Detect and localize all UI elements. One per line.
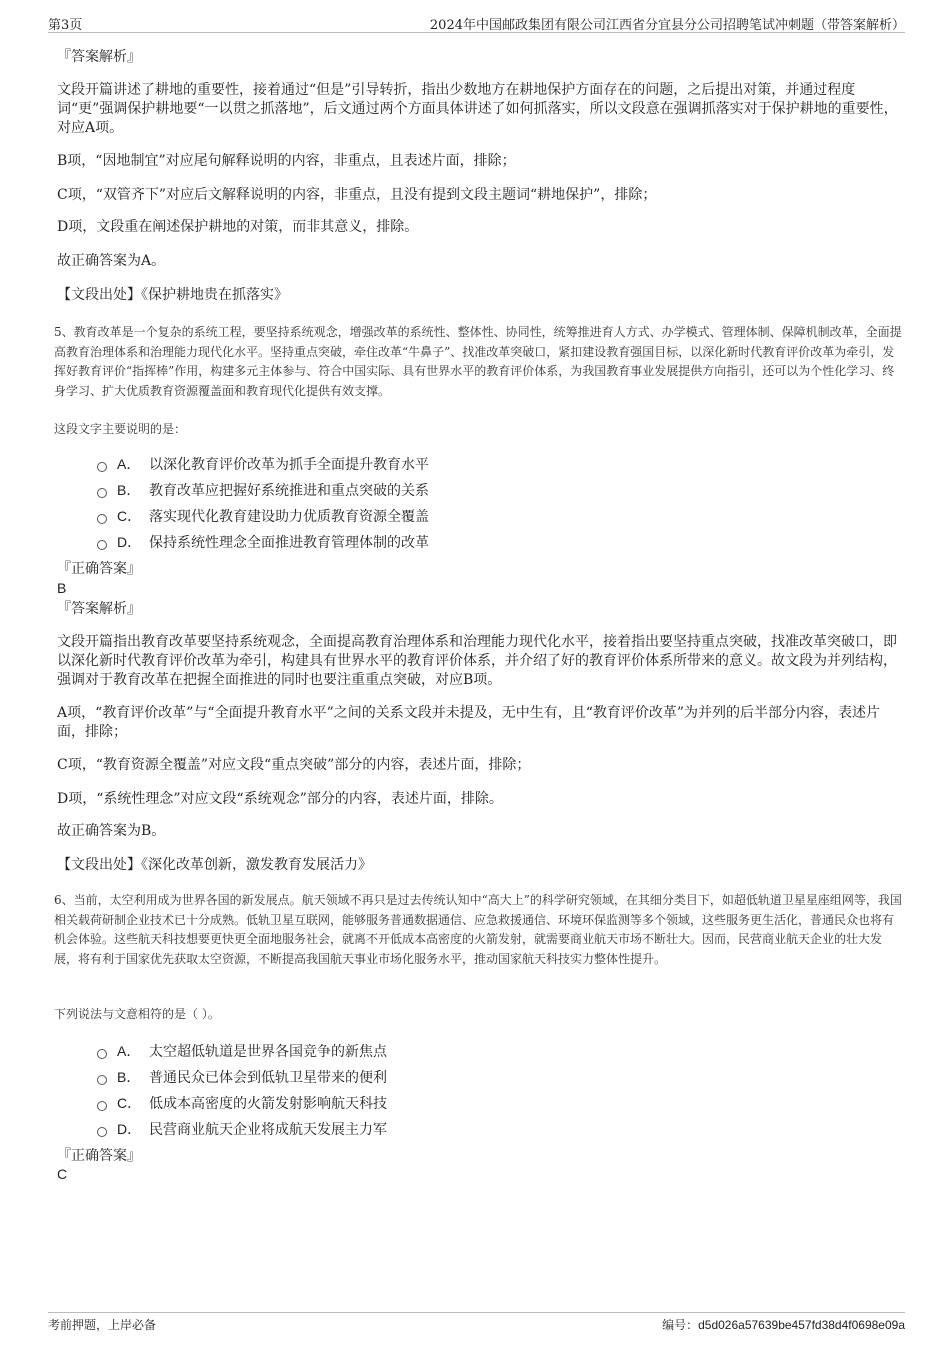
analysis-label: 『答案解析』 [57,601,141,617]
analysis-label: 『答案解析』 [57,49,141,65]
option-6b[interactable]: B． 普通民众已体会到低轨卫星带来的便利 [97,1068,387,1087]
option-6c[interactable]: C． 低成本高密度的火箭发射影响航天科技 [97,1094,387,1113]
option-5b[interactable]: B． 教育改革应把握好系统推进和重点突破的关系 [97,481,429,500]
document-title: 2024年中国邮政集团有限公司江西省分宜县分公司招聘笔试冲刺题（带答案解析） [429,18,905,33]
page-header [48,14,905,33]
radio-icon[interactable] [97,488,107,498]
question-5-ask: 这段文字主要说明的是： [54,422,187,436]
source: 【文段出处】《深化改革创新，激发教育发展活力》 [57,857,372,873]
analysis-text: 文段开篇讲述了耕地的重要性，接着通过“但是”引导转折，指出少数地方在耕地保护方面存在的问题，之后提出对策，并通过程度词“更”强调保护耕地要“一以贯之抓落地”，后文通过两个方面具体讲述了如何抓落实，所以文段意在强调抓落实对于保护耕地的重要性，对应A项。 [57,82,898,136]
radio-icon[interactable] [97,1127,107,1137]
radio-icon[interactable] [97,462,107,472]
analysis-d: D项，文段重在阐述保护耕地的对策，而非其意义，排除。 [57,219,419,235]
analysis-b: B项，“因地制宜”对应尾句解释说明的内容，非重点，且表述片面，排除； [57,153,516,169]
analysis-a: A项，“教育评价改革”与“全面提升教育水平”之间的关系文段并未提及，无中生有，且“教育评价改革”为并列的后半部分内容，表述片面，排除； [57,705,881,740]
option-5a[interactable]: A． 以深化教育评价改革为抓手全面提升教育水平 [97,455,429,474]
page-footer [48,1312,905,1335]
option-5d[interactable]: D． 保持系统性理念全面推进教育管理体制的改革 [97,533,429,552]
source: 【文段出处】《保护耕地贵在抓落实》 [57,287,288,303]
option-6a[interactable]: A． 太空超低轨道是世界各国竞争的新焦点 [97,1042,387,1061]
radio-icon[interactable] [97,540,107,550]
question-6-text: 6、当前，太空利用成为世界各国的新发展点。航天领域不再只是过去传统认知中“高大上”的科学研究领域，在其细分类目下，如超低轨道卫星星座组网等，我国相关载荷研制企业技术已十分成熟。低轨卫星互联网，能够服务普通数据通信、应急救援通信、环境环保监测等多个领域，这些服务更生活化，普通民众也将有机会体验。这些航天科技想要更快更全面地服务社会，就离不开低成本高密度的火箭发射，就需要商业航天市场不断壮大。因而，民营商业航天企业的壮大发展，将有利于国家优先获取太空资源，不断提高我国航天事业市场化服务水平，推动国家航天科技实力整体性提升。 [54,893,902,966]
radio-icon[interactable] [97,1075,107,1085]
radio-icon[interactable] [97,1049,107,1059]
answer-label: 『正确答案』 [57,1148,141,1164]
analysis-c: C项，“双管齐下”对应后文解释说明的内容，非重点，且没有提到文段主题词“耕地保护”，排除； [57,187,657,203]
footer-code: 编号：d5d026a57639be457fd38d4f0698e09a [662,1318,905,1332]
page-number: 第3页 [48,18,83,33]
question-5-text: 5、教育改革是一个复杂的系统工程，要坚持系统观念，增强改革的系统性、整体性、协同性，统筹推进育人方式、办学模式、管理体制、保障机制改革，全面提高教育治理体系和治理能力现代化水平。坚持重点突破，牵住改革“牛鼻子”、找准改革突破口，紧扣建设教育强国目标，以深化新时代教育评价改革为牵引，发挥好教育评价“指挥棒”作用，构建多元主体参与、符合中国实际、具有世界水平的教育评价体系，为我国教育事业发展提供方向指引，还可以为个性化学习、终身学习、扩大优质教育资源覆盖面和教育现代化提供有效支撑。 [54,325,902,398]
answer-label: 『正确答案』 [57,561,141,577]
answer-value: B [57,580,67,596]
answer-value: C [57,1166,68,1182]
conclusion: 故正确答案为B。 [57,823,166,839]
conclusion: 故正确答案为A。 [57,253,166,269]
option-5c[interactable]: C． 落实现代化教育建设助力优质教育资源全覆盖 [97,507,429,526]
analysis-c: C项，“教育资源全覆盖”对应文段“重点突破”部分的内容，表述片面，排除； [57,757,531,773]
radio-icon[interactable] [97,1101,107,1111]
analysis-text: 文段开篇指出教育改革要坚持系统观念，全面提高教育治理体系和治理能力现代化水平，接着指出要坚持重点突破，找准改革突破口，即以深化新时代教育评价改革为牵引，构建具有世界水平的教育评价体系，并介绍了好的教育评价体系所带来的意义。故文段为并列结构，强调对于教育改革在把握全面推进的同时也要注重重点突破，对应B项。 [57,634,897,688]
analysis-d: D项，“系统性理念”对应文段“系统观念”部分的内容，表述片面，排除。 [57,791,503,807]
option-6d[interactable]: D． 民营商业航天企业将成航天发展主力军 [97,1120,387,1139]
footer-slogan: 考前押题，上岸必备 [48,1318,157,1332]
radio-icon[interactable] [97,514,107,524]
question-6-ask: 下列说法与文意相符的是（ ）。 [54,1007,220,1021]
